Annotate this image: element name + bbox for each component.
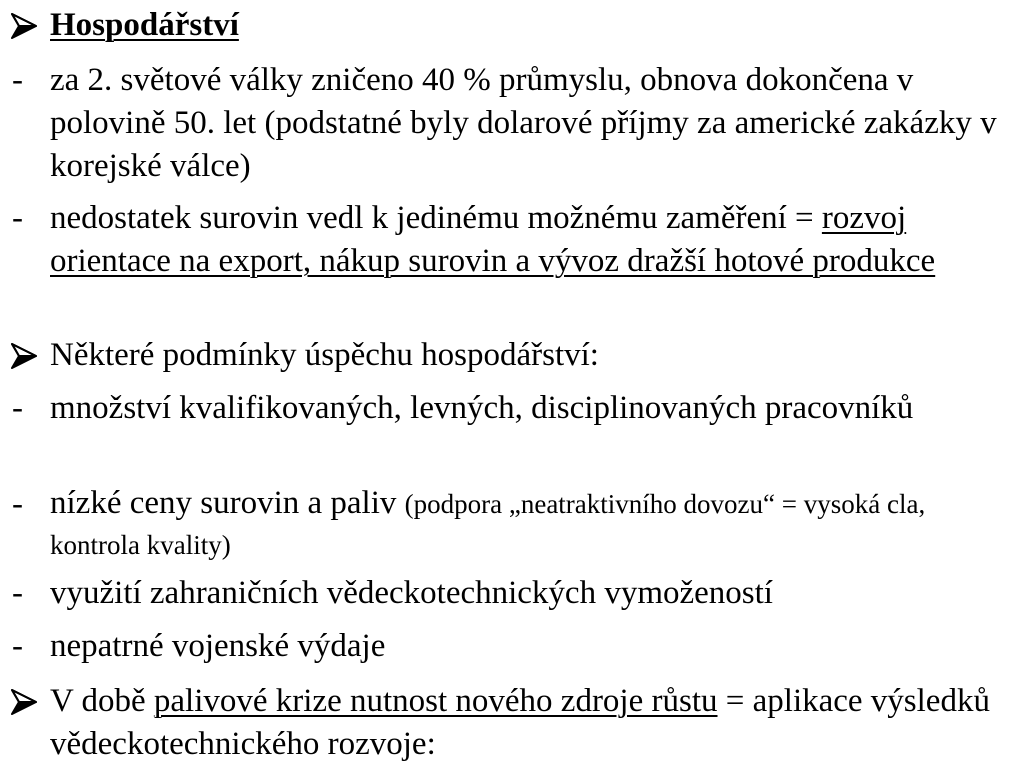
item-text-suffix: = aplikace výsledků vědeckotechnického rozvoje: [50, 683, 990, 762]
item-text: množství kvalifikovaných, levných, disciplinovaných pracovníků [50, 390, 914, 426]
arrow-bullet-icon [10, 12, 38, 40]
dash-bullet-icon: - [12, 575, 23, 611]
item-text: využití zahraničních vědeckotechnických vymožeností [50, 575, 773, 611]
item-text-main: nízké ceny surovin a paliv [50, 485, 397, 521]
item-text: Některé podmínky úspěchu hospodářství: [50, 337, 599, 373]
arrow-bullet-icon [10, 688, 38, 716]
item-text: za 2. světové války zničeno 40 % průmyslu, obnova dokončena v polovině 50. let (podstatné byly dolarové příjmy za americké zakázky v korejské válce) [50, 62, 997, 184]
arrow-bullet-icon [10, 342, 38, 370]
item-text-underlined: palivové krize nutnost nového zdroje růstu [153, 683, 718, 719]
dash-bullet-icon: - [12, 486, 23, 522]
item-text [50, 483, 1000, 565]
dash-bullet-icon: - [12, 62, 23, 98]
dash-bullet-icon: - [12, 200, 23, 236]
dash-bullet-icon: - [12, 628, 23, 664]
heading-text: Hospodářství [50, 7, 239, 43]
item-text-plain: nedostatek surovin vedl k jedinému možnému zaměření = [50, 200, 814, 236]
item-text-prefix: V době [50, 683, 146, 719]
item-text-small: (podpora „neatraktivního dovozu“ = vysoká cla, kontrola kvality) [50, 489, 926, 560]
item-text: nepatrné vojenské výdaje [50, 628, 386, 664]
item-text-underlined: rozvoj orientace na export, nákup surovin a vývoz dražší hotové produkce [50, 200, 936, 279]
dash-bullet-icon: - [12, 390, 23, 426]
item-text [50, 197, 1000, 283]
item-text [50, 680, 1000, 766]
